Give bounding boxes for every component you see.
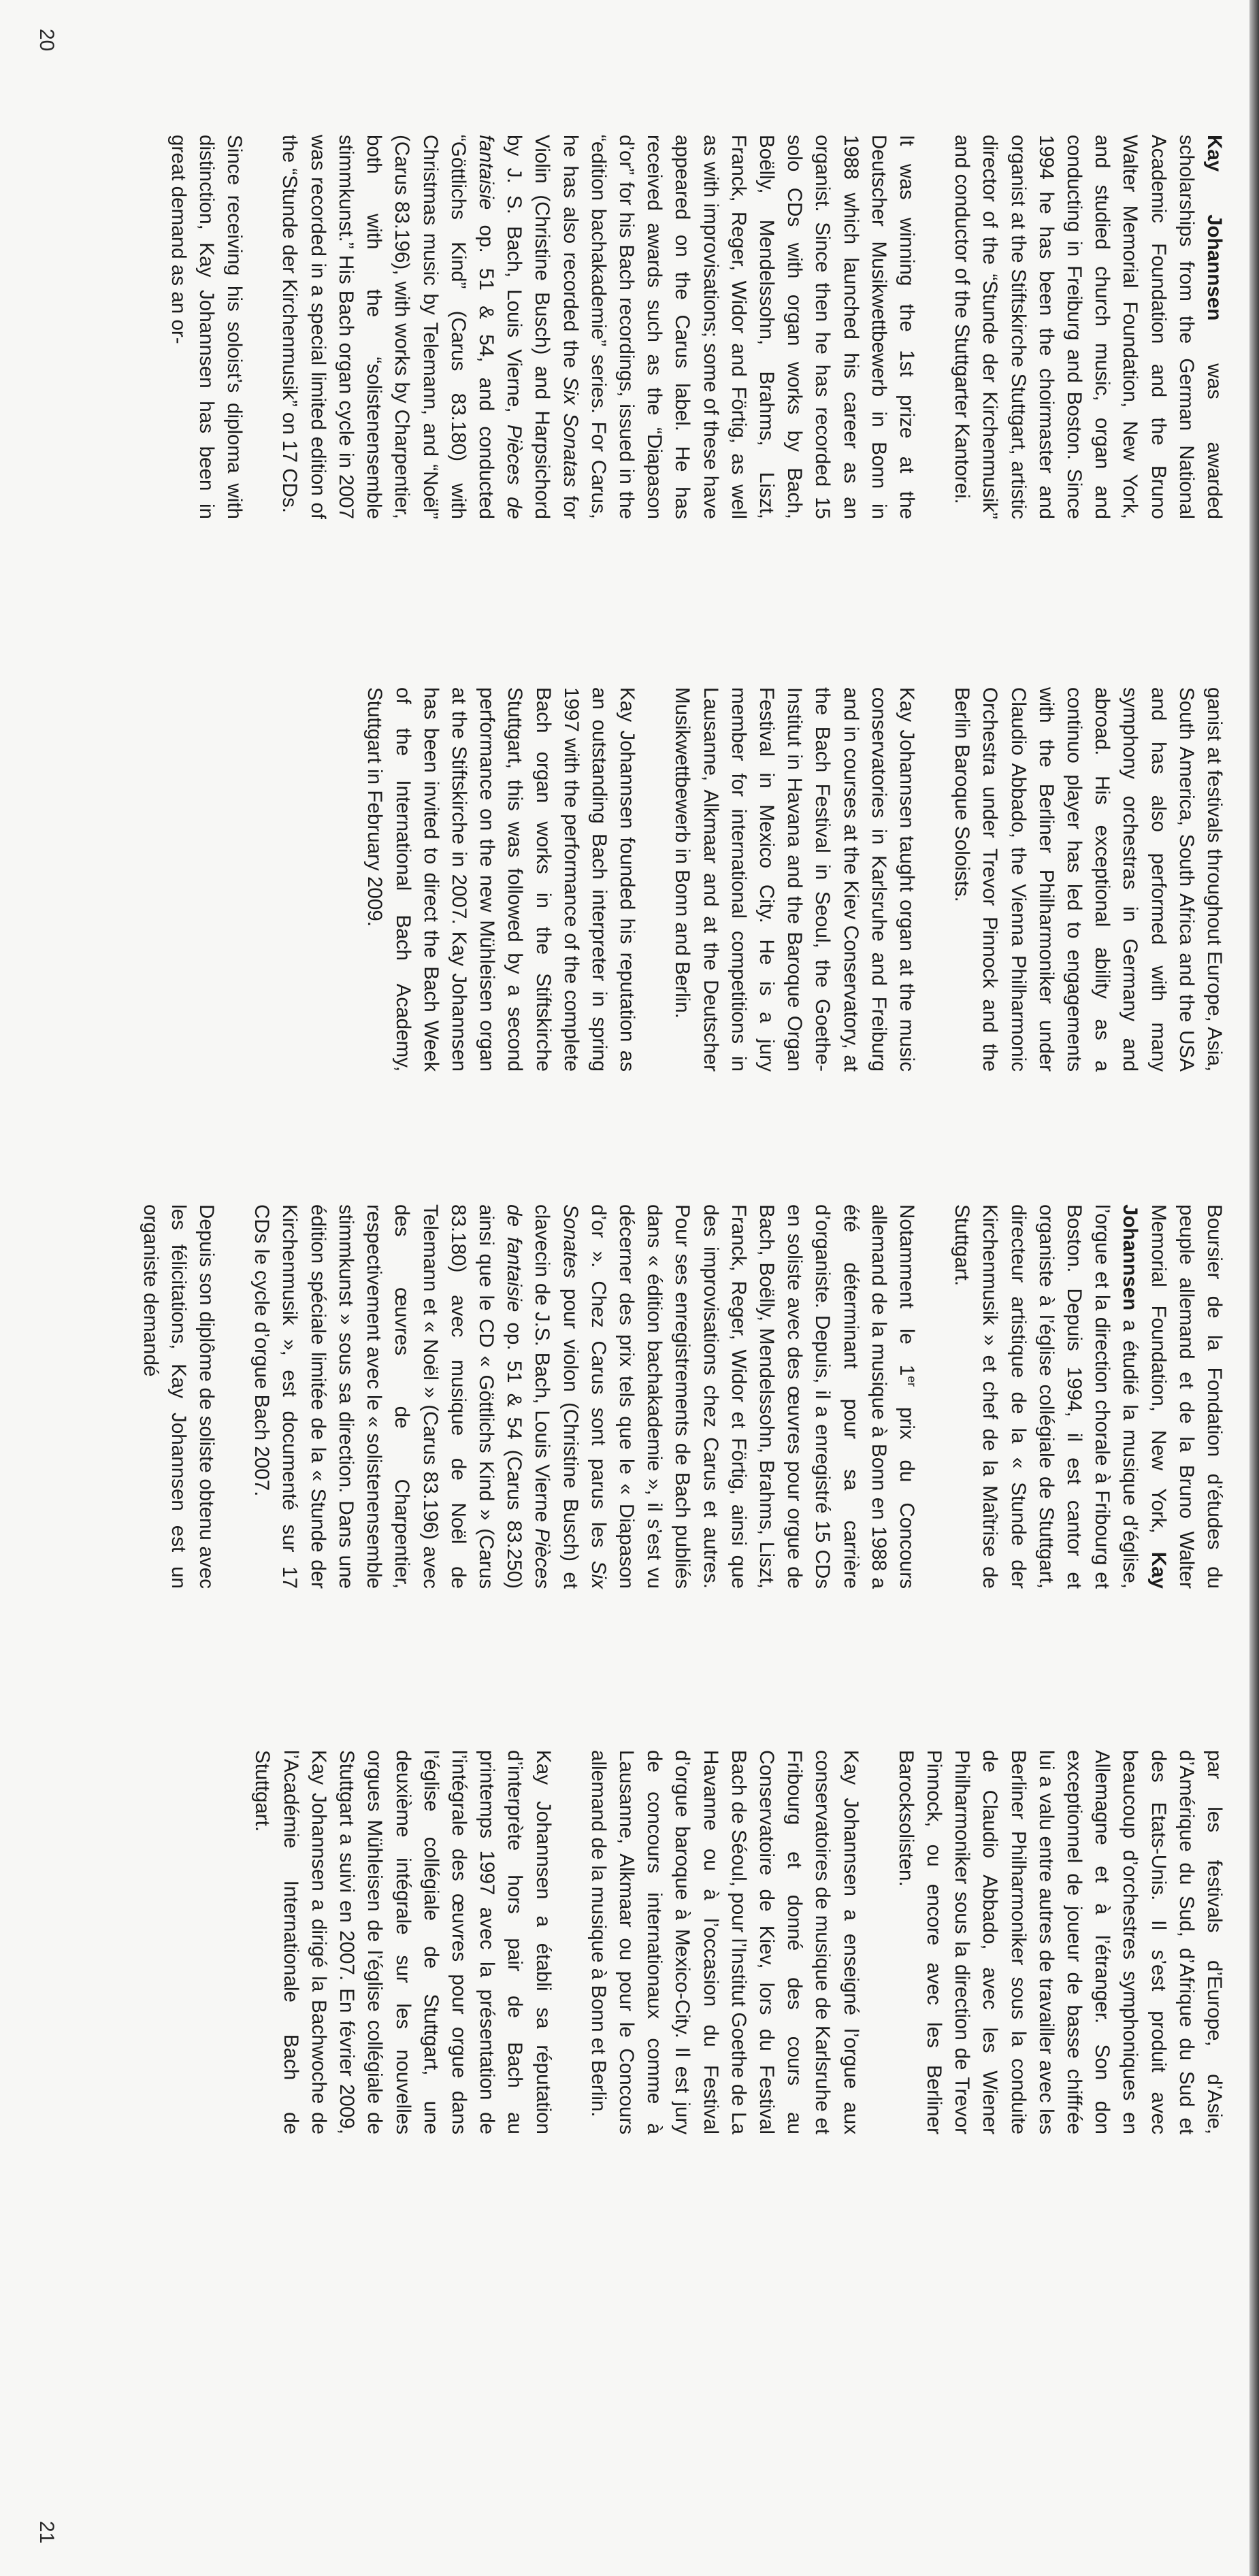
bio-paragraph-fr-5: Kay Johannsen a enseigné l’orgue aux conservatoires de musique de Karlsruhe et Fribourg et donné des cours au Conservatoire de Kiev, lors du Festival Bach de Séoul, pour l’Institut Goethe de La Havanne ou à l’occasion du Festival d’orgue baroque à Mexico-City. Il est jury de concours internationaux comme à Lausanne, Alkmaar ou pour le Concours allemand de la musique à Bonn et Berlin.	[587, 1750, 862, 2134]
bio-text: prix du Concours allemand de la musique à Bonn en 1988 a été déterminant pour sa carrière d’organiste. Depuis, il a enregistré 15 CDs en soliste avec des œuvres pour orgue de Bach, Boëlly, Mendelssohn, Brahms, Liszt, Franck, Reger, Widor et Förtig, ainsi que des improvisations chez Carus et autres. Pour ses enregistrements de Bach publiés dans « édition bachakademie », il s’est vu décerner des prix tels que le « Diapason d’or ». Chez Carus sont parus les	[587, 1204, 918, 1589]
bio-paragraph-fr-6: Kay Johannsen a établi sa réputation d’interprète hors pair de Bach au printemps 1997 avec la présentation de l’intégrale des œuvres pour orgue dans l’église collégiale de Stuttgart, une deuxième intégrale sur les nouvelles orgues Mühleisen de l’église collégiale de Stuttgart a suivi en 2007. En février 2009, Kay Johannsen a dirigé la Bachwoche de l’Académie Internationale Bach de Stuttgart.	[251, 1750, 555, 2134]
bio-text: It was winning the 1st prize at the Deutscher Musikwettbewerb in Bonn in 1988 which launched his career as an organist. Since then he has recorded 15 solo CDs with organ works by Bach, Boëlly, Mendelssohn, Brahms, Liszt, Franck, Reger, Widor and Förtig, as well as with improvisations; some of these have appeared on the Carus label. He has received awards such as the “Diapason d’or” for his Bach recordings, issued in the “edition bachakademie” series. For Carus, he has also recorded the	[559, 135, 918, 519]
bio-text: op. 51 & 54, and conducted “Göttlichs Kind” (Carus 83.180) with Christmas music by Telemann, and “Noël” (Carus 83.196), with works by Charpentier, both with the “solistenensemble stimmkunst.” His Bach organ cycle in 2007 was recorded in a special limited edition of the “Stunde der Kirchenmusik” on 17 CDs.	[278, 135, 497, 519]
page-number-left: 20	[35, 29, 58, 52]
scan-edge-shadow	[1249, 0, 1259, 2576]
artist-name: Kay Johannsen	[1119, 1204, 1170, 1589]
bio-text: pour violon (Christine Busch) et clavecin de J.S. Bach, Louis Vierne	[531, 1204, 582, 1589]
bio-paragraph-fr-4: par les festivals d’Europe, d’Asie, d’Amérique du Sud, d’Afrique du Sud et des Etats-Unis. Il s’est produit avec beaucoup d’orchestres symphoniques en Allemagne et à l’étranger. Son don exceptionnel de joueur de basse chiffrée lui a valu entre autres de travailler avec les Berliner Philharmoniker sous la conduite de Claudio Abbado, avec les Wiener Philharmoniker sous la direction de Trevor Pinnock, ou encore avec les Berliner Barocksolisten.	[894, 1750, 1226, 2134]
english-column-1	[165, 135, 1228, 519]
bio-text: for Violin (Christine Busch) and Harpsichord by J. S. Bach, Louis Vierne,	[503, 135, 582, 519]
french-column-1	[136, 1204, 1228, 1589]
bio-text: a étudié la musique d’église, l’orgue et la direction chorale à Fribourg et Boston. Depuis 1994, il est cantor et organiste à l’église collégiale de Stuttgart, directeur artistique de la « Stunde der Kirchenmusik » et chef de la Maîtrise de Stuttgart.	[951, 1204, 1142, 1589]
bio-paragraph-5: Kay Johannsen taught organ at the music conservatories in Karlsruhe and Freiburg and in courses at the Kiev Conservatory, at the Bach Festival in Seoul, the Goethe-Institut in Havana and the Baroque Organ Festival in Mexico City. He is a jury member for international competitions in Lausanne, Alkmaar and at the Deutscher Musikwettbewerb in Bonn and Berlin.	[671, 687, 918, 1072]
english-column-2	[361, 687, 1228, 1072]
ordinal-superscript: er	[904, 1376, 919, 1387]
bio-text: Notamment le 1	[895, 1204, 918, 1376]
work-title: Pièces de fantaisie	[474, 135, 526, 519]
bio-paragraph-fr-1	[948, 1204, 1228, 1589]
bio-paragraph-6: Kay Johannsen founded his reputation as an outstanding Bach interpreter in spring 1997 with the performance of the complete Bach organ works in the Stiftskirche Stuttgart, this was followed by a second performance on the new Mühleisen organ at the Stiftskirche in 2007. Kay Johannsen has been invited to direct the Bach Week of the International Bach Academy, Stuttgart in February 2009.	[363, 687, 639, 1072]
bio-text: op. 51 & 54 (Carus 83.250) ainsi que le CD « Göttlichs Kind » (Carus 83.180) avec musique de Noël de Telemann et « Noël » (Carus 83.196) avec des œuvres de Charpentier, respectivement avec le « solistenensemble stimmkunst » sous sa direction. Dans une édition spéciale limitée de la « Stunde der Kirchenmusik », est documenté sur 17 CDs le cycle d’orgue Bach 2007.	[250, 1204, 526, 1589]
page-number-right: 21	[35, 2521, 58, 2544]
bio-paragraph-2	[276, 135, 921, 519]
bio-paragraph-1	[948, 135, 1228, 519]
french-column-2	[248, 1750, 1228, 2134]
work-title: Six Sonates	[559, 1204, 610, 1589]
bio-paragraph-4: ganist at festivals throughout Europe, Asia, South America, South Africa and the USA and has also performed with many symphony orchestras in Germany and abroad. His exceptional ability as a continuo player has led to engagements with the Berliner Philharmoniker under Claudio Abbado, the Vienna Philharmonic Orchestra under Trevor Pinnock and the Berlin Baroque Soloists.	[951, 687, 1226, 1072]
work-title: Six Sonatas	[559, 376, 582, 487]
bio-paragraph-fr-3: Depuis son diplôme de soliste obtenu avec les félicitations, Kay Johannsen est un organiste demandé	[139, 1204, 218, 1589]
artist-name: Kay Johannsen	[1203, 135, 1226, 321]
bio-text: was awarded scholarships from the German National Academic Foundation and the Bruno Walter Memorial Foundation, New York, and studied church music, organ and conducting in Freiburg and Boston. Since 1994 he has been the choirmaster and organist at the Stiftskirche Stuttgart, artistic director of the “Stunde der Kirchenmusik” and conductor of the Stuttgarter Kantorei.	[951, 135, 1226, 520]
bio-paragraph-3: Since receiving his soloist’s diploma with distinction, Kay Johannsen has been in great demand as an or-	[167, 135, 246, 519]
bio-paragraph-fr-2	[248, 1204, 921, 1589]
bio-text: Boursier de la Fondation d’études du peuple allemand et de la Bruno Walter Memorial Foundation, New York,	[1147, 1204, 1226, 1589]
work-title: Pièces de fantaisie	[503, 1204, 554, 1589]
